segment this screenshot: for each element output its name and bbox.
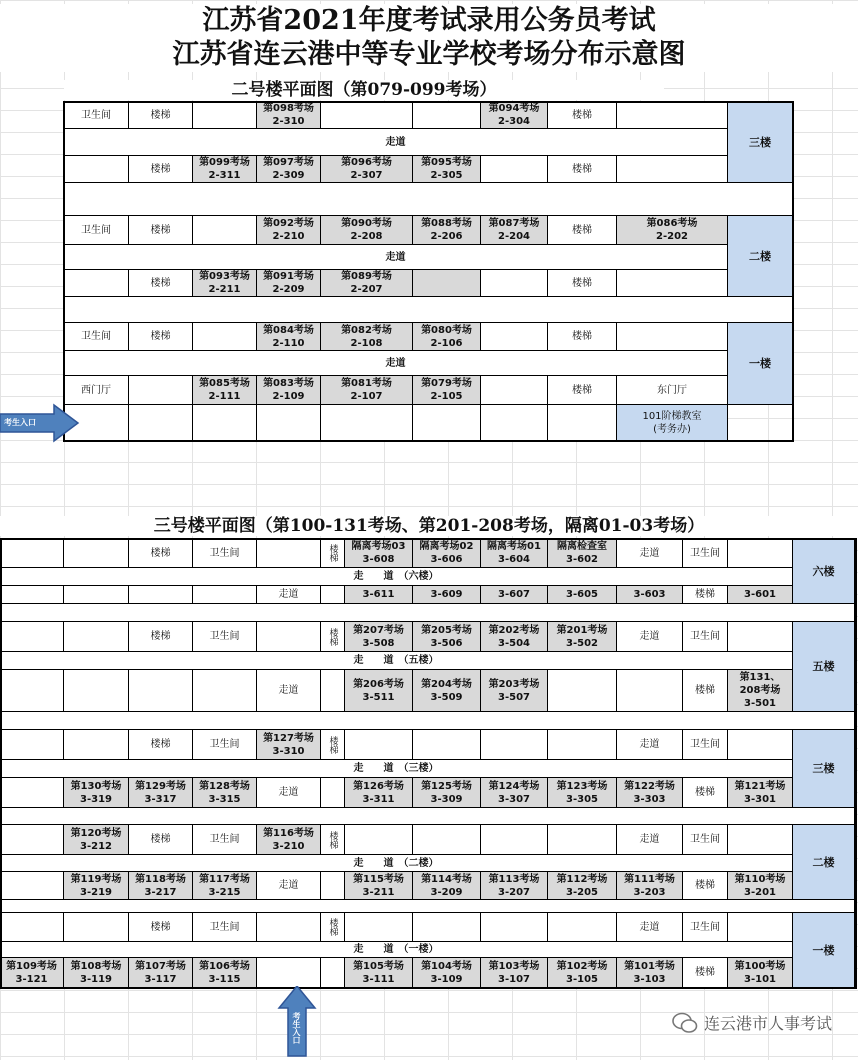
room-cell: 第127考场 3-310 [257,730,321,760]
room-cell: 第107考场 3-117 [129,958,193,988]
room-cell: 第207考场 3-508 [345,622,413,652]
room-cell: 第103考场 3-107 [481,958,548,988]
room-cell: 楼梯 [129,270,193,297]
room-cell: 西门厅 [64,376,129,405]
room-cell: 卫生间 [193,539,257,568]
page-title-line2: 江苏省连云港中等专业学校考场分布示意图 [0,38,858,72]
room-cell: 第099考场 2-311 [193,156,257,183]
room-cell: 第112考场 3-205 [548,872,617,900]
room-cell: 第124考场 3-307 [481,778,548,808]
room-cell: 第090考场 2-208 [321,216,413,245]
room-cell: 第104考场 3-109 [413,958,481,988]
room-cell: 隔离考场03 3-608 [345,539,413,568]
room-cell: 第203考场 3-507 [481,670,548,712]
room-cell: 第117考场 3-215 [193,872,257,900]
room-cell: 第082考场 2-108 [321,323,413,351]
corridor: 走 道 （六楼） [0,568,793,586]
room-cell: 卫生间 [683,825,728,855]
room-cell: 第102考场 3-105 [548,958,617,988]
corridor: 走 道 （一楼） [0,942,793,958]
page-title-line1: 江苏省2021年度考试录用公务员考试 [0,4,858,38]
room-cell: 第115考场 3-211 [345,872,413,900]
room-cell: 第109考场 3-121 [0,958,64,988]
room-cell: 隔离考场01 3-604 [481,539,548,568]
building3-outline [0,538,857,989]
room-cell: 走道 [257,778,321,808]
room-cell: 东门厅 [617,376,728,405]
room-cell: 第094考场 2-304 [481,102,548,129]
stairs-cell: 楼梯 [321,539,345,568]
room-cell: 第129考场 3-317 [129,778,193,808]
room-cell: 第079考场 2-105 [413,376,481,405]
floor-label: 一楼 [728,323,793,405]
room-cell: 第105考场 3-111 [345,958,413,988]
room-cell: 第098考场 2-310 [257,102,321,129]
room-cell: 第128考场 3-315 [193,778,257,808]
room-cell: 第122考场 3-303 [617,778,683,808]
room-cell: 卫生间 [683,730,728,760]
room-cell: 隔离检查室 3-602 [548,539,617,568]
room-cell: 楼梯 [129,622,193,652]
room-cell: 走道 [617,825,683,855]
room-cell: 楼梯 [129,539,193,568]
room-cell: 楼梯 [129,323,193,351]
room-cell: 第123考场 3-305 [548,778,617,808]
room-cell: 卫生间 [193,913,257,942]
room-cell: 楼梯 [683,872,728,900]
room-cell: 第120考场 3-212 [64,825,129,855]
building2-outline [63,101,794,442]
room-cell: 第087考场 2-204 [481,216,548,245]
stairs-cell: 楼梯 [321,730,345,760]
room-cell: 101阶梯教室 (考务办) [617,405,728,441]
room-cell: 楼梯 [129,825,193,855]
room-cell: 第121考场 3-301 [728,778,793,808]
room-cell: 第118考场 3-217 [129,872,193,900]
room-cell: 卫生间 [683,622,728,652]
floor-label: 六楼 [793,539,855,604]
room-cell: 卫生间 [683,539,728,568]
room-cell: 第114考场 3-209 [413,872,481,900]
room-cell: 第131、 208考场 3-501 [728,670,793,712]
room-cell: 3-601 [728,586,793,604]
room-cell: 走道 [617,539,683,568]
room-cell: 楼梯 [129,216,193,245]
room-cell: 楼梯 [548,156,617,183]
room-cell: 楼梯 [129,730,193,760]
building3-title: 三号楼平面图（第100-131考场、第201-208考场，隔离01-03考场） [0,516,858,536]
corridor: 走 道 （五楼） [0,652,793,670]
room-cell: 3-609 [413,586,481,604]
room-cell: 第201考场 3-502 [548,622,617,652]
room-cell: 第084考场 2-110 [257,323,321,351]
corridor: 走 道 （三楼） [0,760,793,778]
room-cell: 走道 [257,586,321,604]
room-cell: 第110考场 3-201 [728,872,793,900]
building2-title: 二号楼平面图（第079-099考场） [64,80,664,100]
room-cell: 第126考场 3-311 [345,778,413,808]
room-cell: 走道 [617,730,683,760]
corridor: 走道 [64,351,728,376]
room-cell: 楼梯 [129,102,193,129]
room-cell: 第080考场 2-106 [413,323,481,351]
room-cell: 第206考场 3-511 [345,670,413,712]
room-cell: 楼梯 [129,913,193,942]
room-cell: 第093考场 2-211 [193,270,257,297]
room-cell: 第097考场 2-309 [257,156,321,183]
room-cell: 楼梯 [548,102,617,129]
room-cell: 第205考场 3-506 [413,622,481,652]
watermark-text: 连云港市人事考试 [703,1014,832,1033]
room-cell: 第116考场 3-210 [257,825,321,855]
room-cell: 走道 [257,670,321,712]
room-cell: 第091考场 2-209 [257,270,321,297]
room-cell: 楼梯 [548,323,617,351]
room-cell: 第130考场 3-319 [64,778,129,808]
room-cell: 卫生间 [193,730,257,760]
room-cell: 第108考场 3-119 [64,958,129,988]
room-cell: 走道 [617,913,683,942]
room-cell: 第085考场 2-111 [193,376,257,405]
room-cell: 卫生间 [64,216,129,245]
room-cell: 走道 [257,872,321,900]
room-cell: 3-603 [617,586,683,604]
room-cell: 第096考场 2-307 [321,156,413,183]
floor-label: 二楼 [793,825,855,900]
floor-label: 五楼 [793,622,855,712]
corridor: 走 道 （二楼） [0,855,793,872]
room-cell: 第081考场 2-107 [321,376,413,405]
room-cell: 第092考场 2-210 [257,216,321,245]
room-cell: 楼梯 [548,270,617,297]
room-cell: 第083考场 2-109 [257,376,321,405]
corridor: 走道 [64,245,728,270]
room-cell: 卫生间 [193,622,257,652]
entrance-label: 考生入口 [4,418,36,427]
floor-label: 三楼 [793,730,855,808]
room-cell: 第095考场 2-305 [413,156,481,183]
room-cell: 楼梯 [683,958,728,988]
room-cell: 楼梯 [129,156,193,183]
corridor: 走道 [64,129,728,156]
room-cell: 第089考场 2-207 [321,270,413,297]
room-cell: 第202考场 3-504 [481,622,548,652]
room-cell: 第204考场 3-509 [413,670,481,712]
room-cell: 第119考场 3-219 [64,872,129,900]
floor-label: 三楼 [728,102,793,183]
room-cell: 楼梯 [683,586,728,604]
room-cell: 卫生间 [683,913,728,942]
room-cell: 第100考场 3-101 [728,958,793,988]
room-cell: 3-605 [548,586,617,604]
room-cell: 第106考场 3-115 [193,958,257,988]
room-cell: 卫生间 [193,825,257,855]
room-cell: 走道 [617,622,683,652]
room-cell: 第101考场 3-103 [617,958,683,988]
stairs-cell: 楼梯 [321,913,345,942]
room-cell: 3-607 [481,586,548,604]
room-cell: 第086考场 2-202 [617,216,728,245]
entrance-label: 考生入口 [292,1012,301,1044]
room-cell: 楼梯 [683,670,728,712]
stairs-cell: 楼梯 [321,825,345,855]
room-cell: 隔离考场02 3-606 [413,539,481,568]
room-cell: 楼梯 [683,778,728,808]
room-cell: 第113考场 3-207 [481,872,548,900]
room-cell: 第125考场 3-309 [413,778,481,808]
room-cell: 第111考场 3-203 [617,872,683,900]
room-cell: 3-611 [345,586,413,604]
watermark [672,1011,832,1034]
room-cell: 卫生间 [64,323,129,351]
floor-label: 一楼 [793,913,855,988]
room-cell: 卫生间 [64,102,129,129]
room-cell: 楼梯 [548,216,617,245]
room-cell: 第088考场 2-206 [413,216,481,245]
wechat-icon [672,1012,698,1034]
floor-label: 二楼 [728,216,793,297]
room-cell: 楼梯 [548,376,617,405]
stairs-cell: 楼梯 [321,622,345,652]
